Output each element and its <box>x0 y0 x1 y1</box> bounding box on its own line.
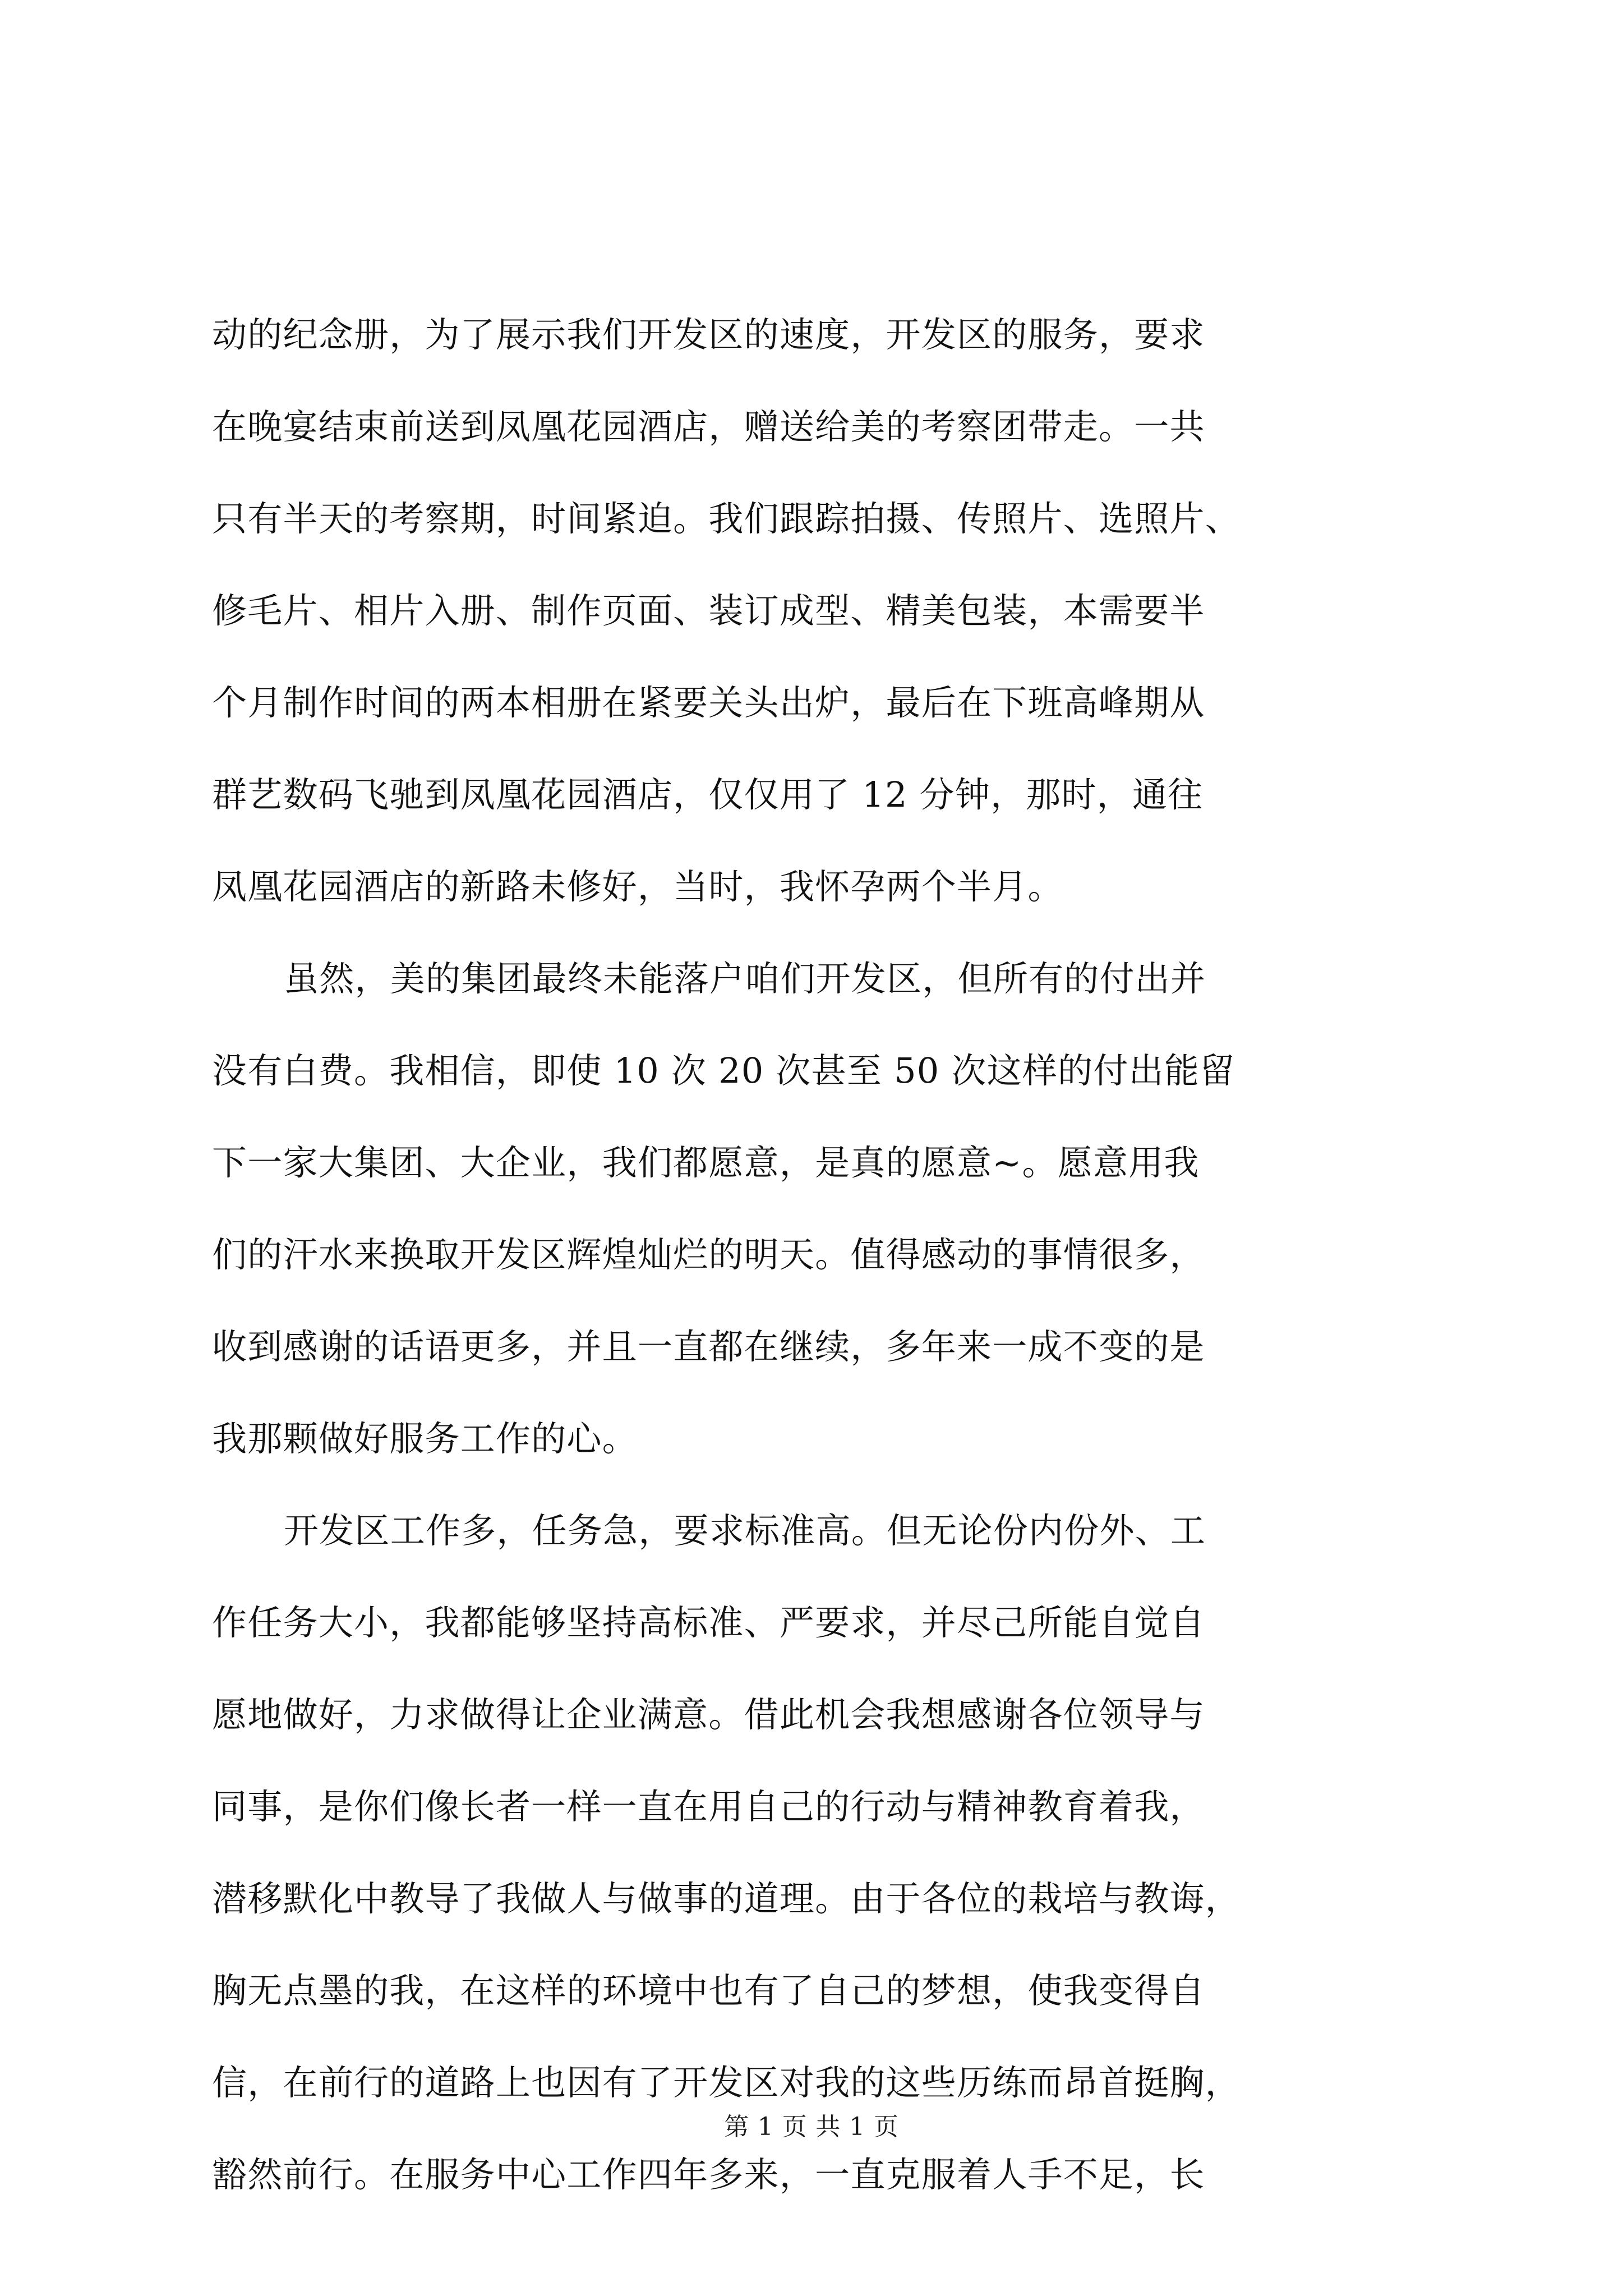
text-line: 豁然前行。在服务中心工作四年多来，一直克服着人手不足，长 <box>212 2154 1205 2195</box>
text-line: 信，在前行的道路上也因有了开发区对我的这些历练而昂首挺胸， <box>212 2062 1241 2103</box>
text-line: 群艺数码飞驰到凤凰花园酒店，仅仅用了 12 分钟，那时，通往 <box>212 774 1204 815</box>
text-line: 没有白费。我相信，即使 10 次 20 次甚至 50 次这样的付出能留 <box>212 1050 1235 1091</box>
text-line: 潜移默化中教导了我做人与做事的道理。由于各位的栽培与教诲， <box>212 1878 1241 1919</box>
text-line: 胸无点墨的我，在这样的环境中也有了自己的梦想，使我变得自 <box>212 1970 1205 2011</box>
text-line: 动的纪念册，为了展示我们开发区的速度，开发区的服务，要求 <box>212 314 1205 355</box>
text-line: 个月制作时间的两本相册在紧要关头出炉，最后在下班高峰期从 <box>212 682 1205 723</box>
text-line: 作任务大小，我都能够坚持高标准、严要求，并尽己所能自觉自 <box>212 1602 1205 1643</box>
text-line: 收到感谢的话语更多，并且一直都在继续，多年来一成不变的是 <box>212 1326 1205 1367</box>
text-line: 修毛片、相片入册、制作页面、装订成型、精美包装，本需要半 <box>212 590 1205 631</box>
text-line: 愿地做好，力求做得让企业满意。借此机会我想感谢各位领导与 <box>212 1694 1205 1735</box>
text-line: 凤凰花园酒店的新路未修好，当时，我怀孕两个半月。 <box>212 866 1063 907</box>
text-line: 只有半天的考察期，时间紧迫。我们跟踪拍摄、传照片、选照片、 <box>212 498 1241 539</box>
text-line: 在晚宴结束前送到凤凰花园酒店，赠送给美的考察团带走。一共 <box>212 406 1205 447</box>
paragraph-start-line: 虽然，美的集团最终未能落户咱们开发区，但所有的付出并 <box>284 958 1206 999</box>
body-text <box>212 289 1412 2221</box>
paragraph-start-line: 开发区工作多，任务急，要求标准高。但无论份内份外、工 <box>284 1510 1206 1551</box>
text-line: 们的汗水来换取开发区辉煌灿烂的明天。值得感动的事情很多， <box>212 1234 1205 1275</box>
text-line: 下一家大集团、大企业，我们都愿意，是真的愿意~。愿意用我 <box>212 1142 1200 1183</box>
text-line: 同事，是你们像长者一样一直在用自己的行动与精神教育着我， <box>212 1786 1205 1827</box>
text-line: 我那颗做好服务工作的心。 <box>212 1418 638 1459</box>
page-number-footer: 第 1 页 共 1 页 <box>724 2113 899 2141</box>
